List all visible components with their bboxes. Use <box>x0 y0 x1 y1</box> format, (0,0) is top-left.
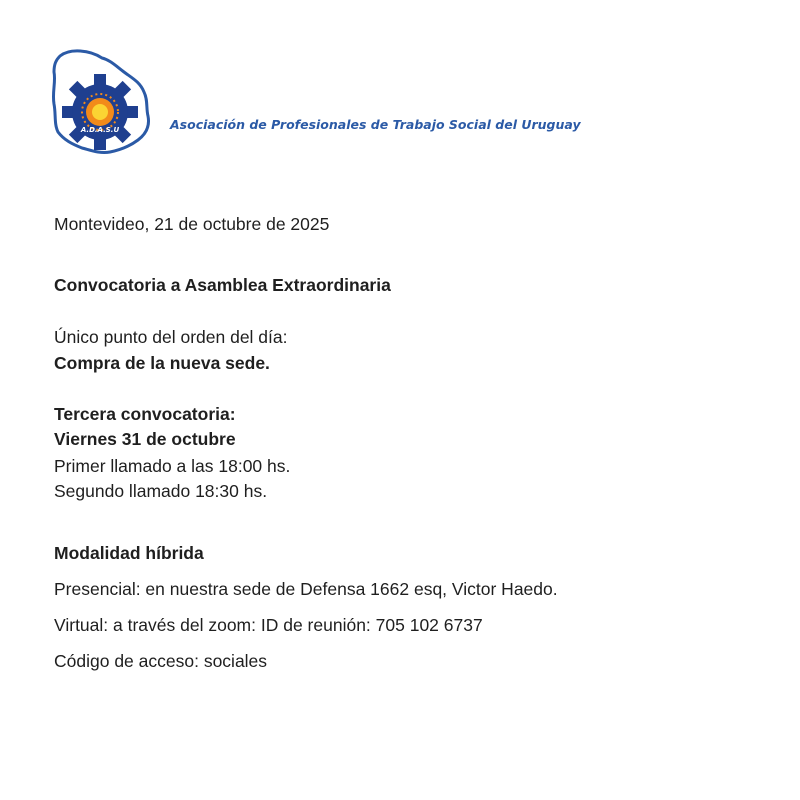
agenda-label: Único punto del orden del día: <box>54 327 288 347</box>
call-date: Viernes 31 de octubre <box>54 429 236 449</box>
virtual-info: Virtual: a través del zoom: ID de reunión: 705 102 6737 <box>54 615 483 635</box>
modality-title: Modalidad híbrida <box>54 543 204 563</box>
second-call: Segundo llamado 18:30 hs. <box>54 481 268 501</box>
place-date: Montevideo, 21 de octubre de 2025 <box>54 214 330 234</box>
access-code: Código de acceso: sociales <box>54 651 268 671</box>
first-call: Primer llamado a las 18:00 hs. <box>54 456 291 476</box>
document-title: Convocatoria a Asamblea Extraordinaria <box>54 275 391 295</box>
organization-name: Asociación de Profesionales de Trabajo Social del Uruguay <box>170 117 581 132</box>
adasu-logo <box>50 46 152 156</box>
svg-text:A.D.A.S.U: A.D.A.S.U <box>80 126 120 134</box>
uruguay-gear-sun-logo-icon <box>50 46 152 156</box>
in-person-info: Presencial: en nuestra sede de Defensa 1662 esq, Victor Haedo. <box>54 579 558 599</box>
agenda-item: Compra de la nueva sede. <box>54 353 270 373</box>
call-label: Tercera convocatoria: <box>54 404 236 424</box>
